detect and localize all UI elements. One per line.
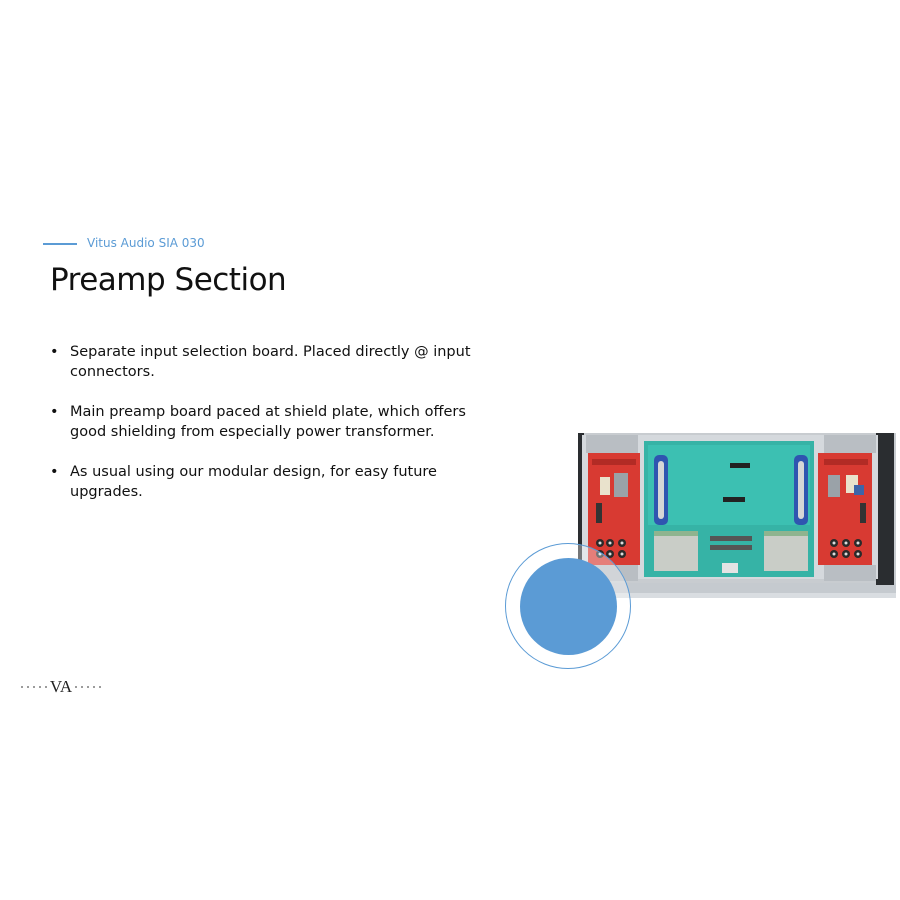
bullet-list [50,342,500,522]
slide [0,180,900,720]
bullet-dot-icon: • [50,344,59,360]
bullet-dot-icon: • [50,404,59,420]
bullet-text: As usual using our modular design, for easy future upgrades. [70,464,437,500]
bullet-text: Main preamp board paced at shield plate, which offers good shielding from especially power transformer. [70,404,466,440]
slide-kicker: Vitus Audio SIA 030 [87,236,205,250]
bullet-item [50,402,500,442]
bullet-dot-icon: • [50,464,59,480]
bullet-item [50,342,500,382]
bullet-item [50,462,500,502]
decorative-circle-filled [520,558,617,655]
svg-text:VA: VA [49,677,73,696]
vitus-audio-logo [20,674,104,696]
slide-title: Preamp Section [50,262,287,298]
bullet-text: Separate input selection board. Placed directly @ input connectors. [70,344,471,380]
preamp-board-photo [578,433,896,598]
kicker-accent-line [43,243,77,245]
